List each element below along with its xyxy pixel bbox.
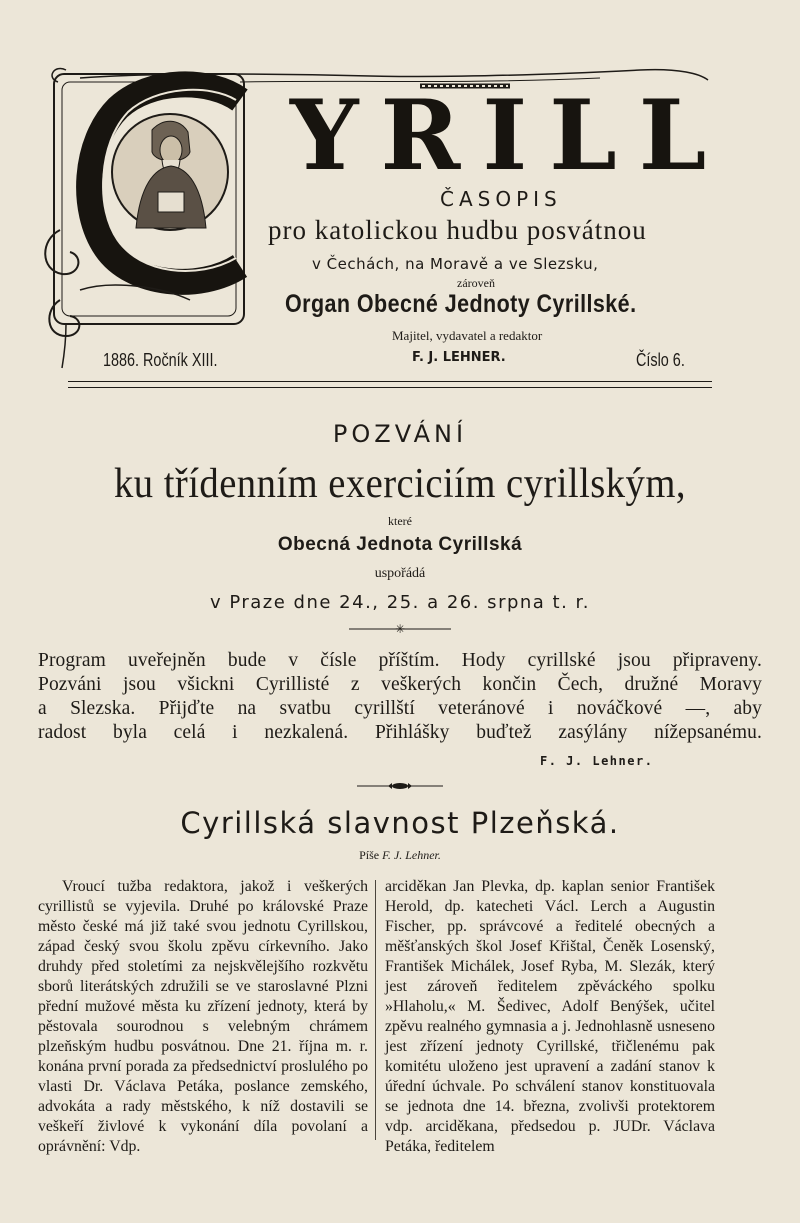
article-byline <box>0 848 800 863</box>
invitation-usporada: uspořádá <box>374 566 426 581</box>
masthead-publisher-label: Majitel, vydavatel a redaktor <box>392 328 543 343</box>
svg-text:✳: ✳ <box>394 623 406 635</box>
masthead-subtitle: pro katolickou hudbu posvátnou <box>268 215 647 245</box>
article-paragraph: arciděkan Jan Plevka, dp. kaplan senior František Herold, dp. katecheti Václ. Lerch a Augustin Fischer, pp. správcové a ředitelé obecných a měšťanských škol Josef Křištal, Čeněk Losenský, František Michálek, Josef Ryba, M. Slezák, který jest zároveň ředitelem zpěváckého spolku »Hlaholu,« M. Šedivec, Adolf Benýšek, učitel zpěvu realného gymnasia a j. Jednohlasně usneseno jest zřízení jednoty Cyrillské, třičlenému pak komitétu uloženo jest upravení a zadání stanov k úřední úchvale. Po schválení stanov konstituovala se jednota dne 14. března, zvolivši protektorem vdp. arciděkana, předsedou p. JUDr. Václava Petáka, ředitelem <box>385 878 715 1155</box>
invitation-program <box>38 649 762 745</box>
masthead-editor: F. J. LEHNER. <box>412 350 506 365</box>
masthead-year-volume: 1886. Ročník XIII. <box>103 350 218 370</box>
program-line: radost byla celá i nezkalená. Přihlášky buďtež zasýlány nížepsanému. <box>38 722 762 743</box>
masthead-title: YRILL <box>290 79 729 192</box>
byline-author: F. J. Lehner. <box>382 848 441 862</box>
program-line: Pozváni jsou všickni Cyrillisté z veškerých končin Čech, družné Moravy <box>38 674 762 695</box>
byline-prefix: Píše <box>359 848 380 862</box>
invitation-heading: POZVÁNÍ <box>332 420 468 448</box>
program-line: a Slezska. Přijďte na svatbu cyrillští veteránové i nováčkové —, aby <box>38 698 762 719</box>
masthead-issue-number: Číslo 6. <box>636 350 685 370</box>
invitation-dateline: v Praze dne 24., 25. a 26. srpna t. r. <box>209 592 591 613</box>
masthead-region: v Čechách, na Moravě a ve Slezsku, <box>312 255 599 273</box>
ornament-divider-icon <box>0 778 800 796</box>
article-column-left <box>38 877 368 1157</box>
masthead-rule <box>68 381 712 388</box>
article-column-right <box>385 877 715 1157</box>
invitation-signature: F. J. Lehner. <box>540 754 654 768</box>
invitation-organizer: Obecná Jednota Cyrillská <box>277 534 523 555</box>
star-divider-icon <box>0 622 800 640</box>
masthead <box>40 60 729 390</box>
invitation-ktere: které <box>388 514 412 528</box>
column-separator <box>375 880 376 1140</box>
article-title: Cyrillská slavnost Plzeňská. <box>180 806 620 840</box>
invitation-title: ku třídenním exerciciím cyrillským, <box>114 461 686 507</box>
article-paragraph: Vroucí tužba redaktora, jakož i veškerých cyrillistů se vyjevila. Druhé po královské Praze město české má již také svou jednotu Cyrillskou, západ český svou školu zpěvu církevního. Jako druhdy před stoletími za nejskvělejšího rozkvětu sborů literátských združili se ve staroslavné Plzni přední mužové města ku zřízení jednoty, která by pěstovala sourodnou s velebným chrámem plzeňským hudbu posvátnou. Dne 21. října m. r. konána první porada za předsednictví proslulého po vlasti Dr. Václava Petáka, poslance zemského, advokáta a rady městského, k níž dostavili se veškeří živlové k vykonání díla povolaní a oprávnění: Vdp. <box>38 878 368 1155</box>
masthead-casopis: ČASOPIS <box>440 187 562 211</box>
masthead-organ: Organ Obecné Jednoty Cyrillské. <box>285 290 637 318</box>
masthead-zaroven: zároveň <box>457 276 495 290</box>
program-line: Program uveřejněn bude v čísle příštím. Hody cyrillské jsou připraveny. <box>38 650 762 671</box>
